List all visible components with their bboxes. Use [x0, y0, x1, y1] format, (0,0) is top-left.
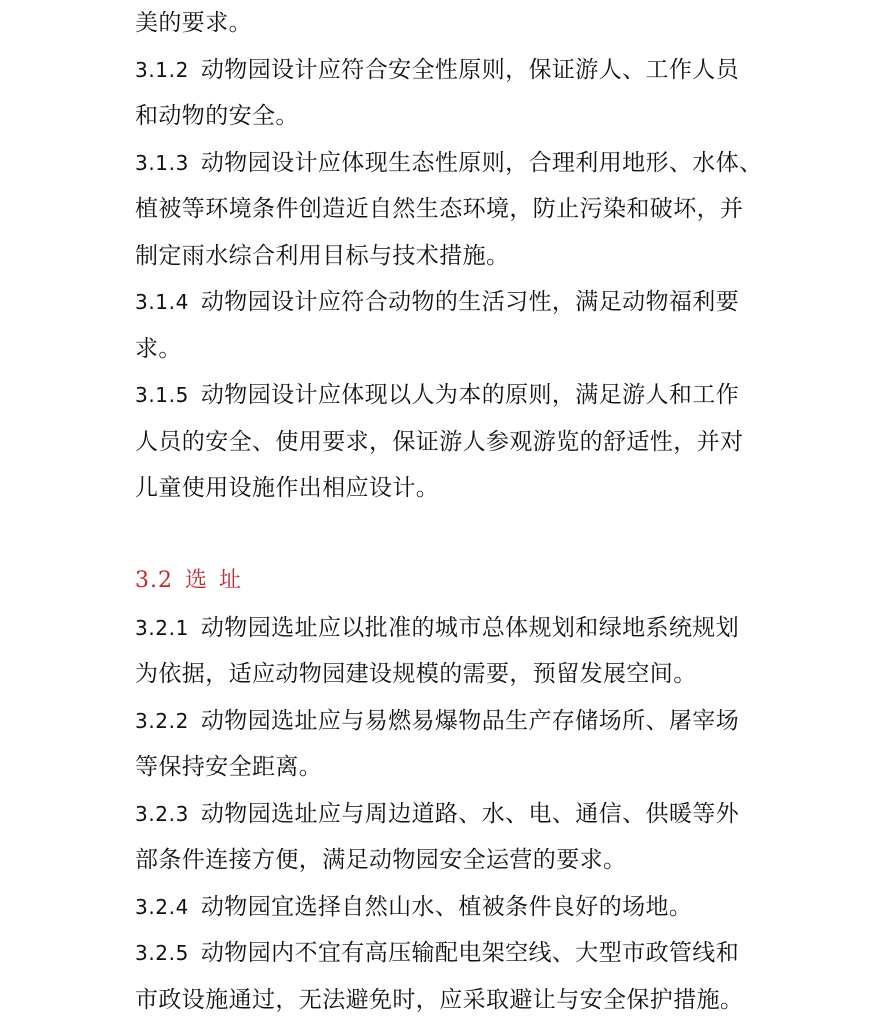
- line-text: 动物园宜选择自然山水、植被条件良好的场地。: [200, 894, 693, 920]
- clause-number: 3.2.1: [135, 616, 189, 640]
- text-line: [135, 0, 252, 46]
- line-text: 动物园内不宜有高压输配电架空线、大型市政管线和: [200, 940, 740, 966]
- line-text: 等保持安全距离。: [135, 754, 323, 780]
- clause-number: 3.1.5: [135, 383, 189, 407]
- clause-3-1-4-line-2: [135, 326, 182, 372]
- line-text: 动物园选址应以批准的城市总体规划和绿地系统规划: [200, 615, 740, 641]
- clause-3-1-2-line-2: [135, 93, 299, 139]
- clause-3-1-4-line-1: [135, 279, 739, 325]
- clause-3-1-2-line-1: [135, 47, 739, 93]
- line-text: 制定雨水综合利用目标与技术措施。: [135, 243, 510, 269]
- line-text: 美的要求。: [135, 10, 252, 36]
- line-text: 动物园设计应体现生态性原则，合理利用地形、水体、: [200, 150, 763, 176]
- clause-number: 3.1.2: [135, 58, 189, 82]
- clause-number: 3.2.3: [135, 802, 189, 826]
- clause-3-2-3-line-1: [135, 791, 739, 837]
- clause-3-2-1-line-1: [135, 605, 739, 651]
- line-text: 动物园设计应符合动物的生活习性，满足动物福利要: [200, 289, 740, 315]
- section-heading: [135, 558, 253, 604]
- clause-3-1-5-line-2: [135, 419, 743, 465]
- line-text: 为依据，适应动物园建设规模的需要，预留发展空间。: [135, 661, 697, 687]
- line-text: 植被等环境条件创造近自然生态环境，防止污染和破坏，并: [135, 196, 744, 222]
- line-text: 动物园设计应符合安全性原则，保证游人、工作人员: [200, 57, 740, 83]
- line-text: 儿童使用设施作出相应设计。: [135, 475, 440, 501]
- clause-3-1-3-line-2: [135, 186, 743, 232]
- clause-3-2-5-line-1: [135, 930, 739, 976]
- clause-number: 3.2.5: [135, 941, 189, 965]
- line-text: 部条件连接方便，满足动物园安全运营的要求。: [135, 847, 627, 873]
- clause-3-1-3-line-1: [135, 140, 763, 186]
- section-title: 选址: [185, 568, 254, 593]
- line-text: 动物园选址应与周边道路、水、电、通信、供暖等外: [200, 801, 740, 827]
- clause-3-2-1-line-2: [135, 651, 697, 697]
- line-text: 动物园选址应与易燃易爆物品生产存储场所、屠宰场: [200, 708, 740, 734]
- line-text: 市政设施通过，无法避免时，应采取避让与安全保护措施。: [135, 987, 744, 1013]
- clause-3-2-5-line-2: [135, 977, 743, 1023]
- line-text: 求。: [135, 336, 182, 362]
- clause-3-2-3-line-2: [135, 837, 626, 883]
- clause-number: 3.1.4: [135, 290, 189, 314]
- clause-3-2-2-line-1: [135, 698, 739, 744]
- section-number: 3.2: [135, 568, 173, 593]
- clause-number: 3.1.3: [135, 151, 189, 175]
- clause-3-1-3-line-3: [135, 233, 509, 279]
- clause-3-1-5-line-1: [135, 372, 739, 418]
- clause-3-2-2-line-2: [135, 744, 322, 790]
- clause-3-1-5-line-3: [135, 465, 439, 511]
- line-text: 动物园设计应体现以人为本的原则，满足游人和工作: [200, 382, 740, 408]
- clause-number: 3.2.2: [135, 709, 189, 733]
- line-text: 和动物的安全。: [135, 103, 299, 129]
- line-text: 人员的安全、使用要求，保证游人参观游览的舒适性，并对: [135, 429, 744, 455]
- clause-number: 3.2.4: [135, 895, 189, 919]
- clause-3-2-4-line-1: [135, 884, 692, 930]
